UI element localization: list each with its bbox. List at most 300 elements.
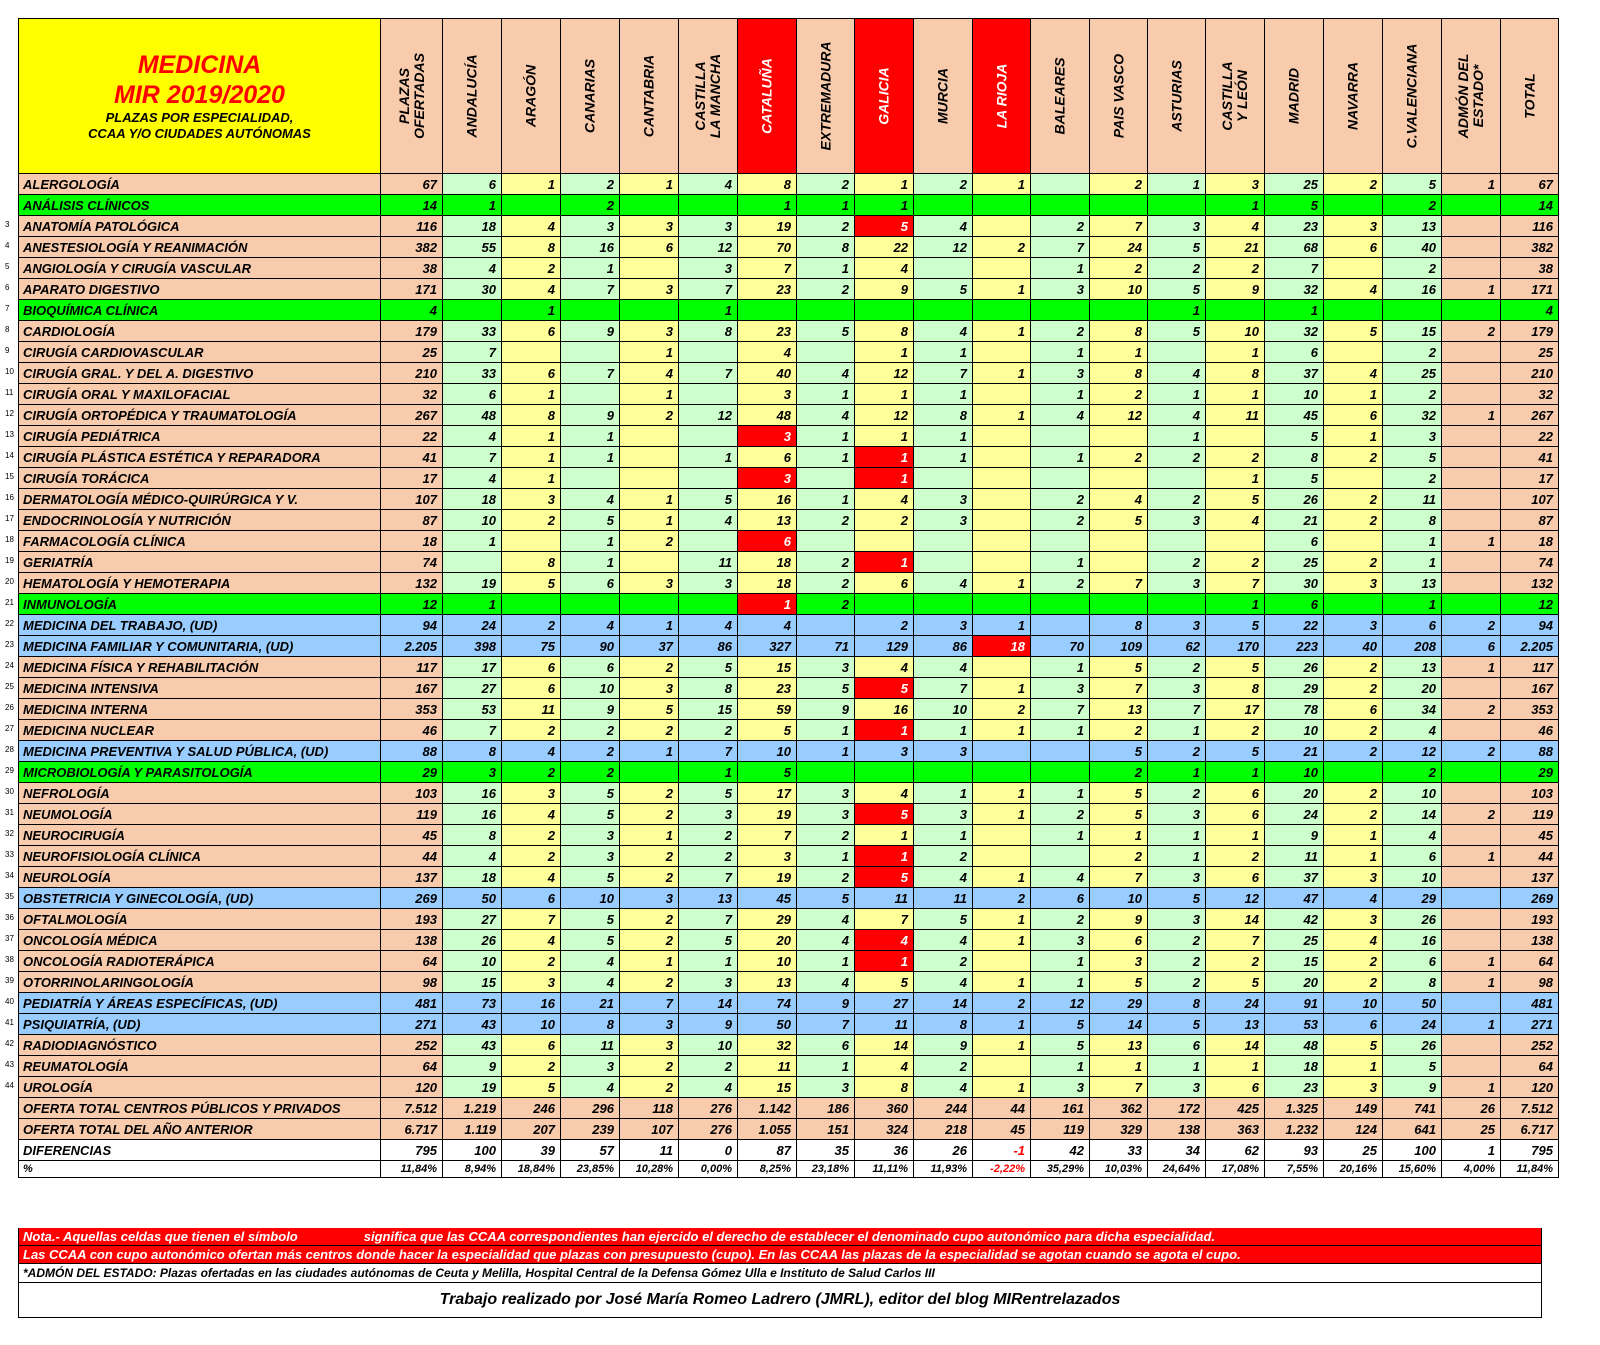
value-cell: 2 — [502, 762, 561, 783]
value-cell: 4 — [1324, 279, 1383, 300]
value-cell: 46 — [381, 720, 443, 741]
value-cell: 2 — [1090, 720, 1148, 741]
value-cell: 5 — [561, 867, 620, 888]
value-cell: 4 — [914, 216, 973, 237]
value-cell: 19 — [738, 867, 797, 888]
value-cell: 2 — [797, 174, 855, 195]
value-cell: 19 — [738, 216, 797, 237]
value-cell: 2 — [502, 846, 561, 867]
value-cell: 7 — [1090, 216, 1148, 237]
value-cell: 14 — [1501, 195, 1559, 216]
value-cell: 4 — [797, 909, 855, 930]
row-number: 13 — [5, 430, 14, 439]
value-cell: 70 — [1031, 636, 1090, 657]
mir-plazas-table — [5, 18, 1559, 1178]
value-cell: 1 — [1148, 1056, 1206, 1077]
value-cell: 3 — [561, 825, 620, 846]
value-cell: 5 — [679, 783, 738, 804]
value-cell: 42 — [1265, 909, 1324, 930]
value-cell: 1 — [1442, 657, 1501, 678]
value-cell: 3 — [502, 783, 561, 804]
value-cell: 2 — [1324, 174, 1383, 195]
row-number: 15 — [5, 472, 14, 481]
value-cell — [1324, 258, 1383, 279]
value-cell: 4 — [797, 405, 855, 426]
specialty-name: NEUMOLOGÍA — [23, 806, 113, 822]
value-cell: 2 — [1206, 720, 1265, 741]
specialty-name: OTORRINOLARINGOLOGÍA — [23, 974, 194, 990]
table-row — [19, 657, 1559, 678]
value-cell: 2 — [1442, 804, 1501, 825]
specialty-name-cell — [5, 930, 381, 951]
specialty-name: CIRUGÍA GRAL. Y DEL A. DIGESTIVO — [23, 365, 254, 381]
value-cell — [1442, 678, 1501, 699]
specialty-name: ANESTESIOLOGÍA Y REANIMACIÓN — [23, 239, 248, 255]
value-cell: 5 — [1148, 237, 1206, 258]
value-cell: 29 — [738, 909, 797, 930]
value-cell: 3 — [1031, 279, 1090, 300]
value-cell: 94 — [381, 615, 443, 636]
specialty-name: CIRUGÍA ORAL Y MAXILOFACIAL — [23, 386, 231, 402]
value-cell: 2.205 — [1501, 636, 1559, 657]
summary-value-cell: 1.219 — [443, 1098, 502, 1119]
value-cell: 10 — [1383, 783, 1442, 804]
column-header-label: CATALUÑA — [758, 58, 775, 134]
column-header — [1442, 19, 1501, 174]
value-cell: 210 — [381, 363, 443, 384]
value-cell: 1 — [561, 447, 620, 468]
value-cell: 14 — [1206, 909, 1265, 930]
value-cell: 6 — [1265, 342, 1324, 363]
value-cell: 1 — [1324, 426, 1383, 447]
value-cell: 7 — [914, 678, 973, 699]
specialty-name-cell — [5, 1077, 381, 1098]
value-cell: 7 — [1090, 1077, 1148, 1098]
specialty-name: PEDIATRÍA Y ÁREAS ESPECÍFICAS, (UD) — [23, 995, 278, 1011]
value-cell: 5 — [679, 657, 738, 678]
value-cell: 3 — [620, 573, 679, 594]
value-cell: 2 — [1324, 510, 1383, 531]
value-cell: 8 — [797, 237, 855, 258]
value-cell — [1324, 762, 1383, 783]
summary-value-cell: 100 — [1383, 1140, 1442, 1161]
specialty-name-cell — [5, 804, 381, 825]
summary-value-cell: 324 — [855, 1119, 914, 1140]
row-number: 42 — [5, 1039, 14, 1048]
value-cell — [1442, 783, 1501, 804]
summary-value-cell: 149 — [1324, 1098, 1383, 1119]
value-cell: 47 — [1265, 888, 1324, 909]
value-cell: 8 — [1090, 615, 1148, 636]
value-cell: 8 — [679, 678, 738, 699]
value-cell: 2 — [1383, 762, 1442, 783]
value-cell: 1 — [855, 426, 914, 447]
column-header-label: CANTABRIA — [640, 54, 657, 138]
value-cell — [620, 258, 679, 279]
value-cell: 3 — [1324, 573, 1383, 594]
value-cell: 5 — [561, 930, 620, 951]
value-cell: 3 — [679, 216, 738, 237]
table-row — [19, 636, 1559, 657]
value-cell: 75 — [502, 636, 561, 657]
value-cell: 15 — [1265, 951, 1324, 972]
value-cell: 4 — [855, 783, 914, 804]
value-cell: 5 — [561, 783, 620, 804]
value-cell: 4 — [1324, 888, 1383, 909]
value-cell: 5 — [1090, 510, 1148, 531]
value-cell: 481 — [1501, 993, 1559, 1014]
value-cell — [1442, 720, 1501, 741]
value-cell — [561, 468, 620, 489]
value-cell: 74 — [1501, 552, 1559, 573]
value-cell: 50 — [738, 1014, 797, 1035]
value-cell: 7 — [797, 1014, 855, 1035]
value-cell: 5 — [561, 909, 620, 930]
title-subtitle-2: CCAA Y/O CIUDADES AUTÓNOMAS — [88, 126, 311, 141]
table-row — [19, 951, 1559, 972]
value-cell: 5 — [1206, 657, 1265, 678]
summary-value-cell: 33 — [1090, 1140, 1148, 1161]
row-number: 10 — [5, 367, 14, 376]
value-cell: 252 — [1501, 1035, 1559, 1056]
value-cell: 1 — [914, 720, 973, 741]
summary-value-cell: 6.717 — [381, 1119, 443, 1140]
column-header-label: CANARIAS — [581, 59, 598, 133]
value-cell: 78 — [1265, 699, 1324, 720]
value-cell: 1 — [973, 1077, 1031, 1098]
value-cell: 86 — [914, 636, 973, 657]
value-cell: 3 — [1324, 867, 1383, 888]
value-cell: 5 — [1324, 321, 1383, 342]
specialty-name-cell — [5, 846, 381, 867]
value-cell: 17 — [443, 657, 502, 678]
summary-value-cell: 276 — [679, 1098, 738, 1119]
value-cell: 1 — [797, 489, 855, 510]
value-cell: 5 — [855, 867, 914, 888]
summary-value-cell: 107 — [620, 1119, 679, 1140]
summary-value-cell: 11,93% — [914, 1161, 973, 1178]
row-number: 4 — [5, 241, 10, 250]
value-cell: 8 — [914, 1014, 973, 1035]
value-cell: 10 — [443, 510, 502, 531]
value-cell: 4 — [738, 615, 797, 636]
value-cell: 53 — [1265, 1014, 1324, 1035]
value-cell: 2 — [1031, 573, 1090, 594]
value-cell: 120 — [381, 1077, 443, 1098]
value-cell: 9 — [561, 699, 620, 720]
specialty-name-cell — [5, 216, 381, 237]
value-cell: 1 — [1090, 825, 1148, 846]
value-cell: 9 — [561, 321, 620, 342]
specialty-name-cell — [5, 258, 381, 279]
value-cell — [679, 426, 738, 447]
value-cell — [1442, 468, 1501, 489]
summary-value-cell: 10,28% — [620, 1161, 679, 1178]
value-cell: 87 — [1501, 510, 1559, 531]
value-cell: 25 — [381, 342, 443, 363]
value-cell: 3 — [561, 216, 620, 237]
table-row — [19, 363, 1559, 384]
value-cell — [1442, 426, 1501, 447]
specialty-name: MEDICINA DEL TRABAJO, (UD) — [23, 617, 218, 633]
value-cell — [620, 300, 679, 321]
value-cell — [973, 216, 1031, 237]
value-cell: 7 — [679, 909, 738, 930]
value-cell: 4 — [738, 342, 797, 363]
value-cell: 13 — [1383, 573, 1442, 594]
value-cell: 4 — [1090, 489, 1148, 510]
value-cell: 5 — [914, 909, 973, 930]
value-cell: 3 — [1148, 678, 1206, 699]
value-cell — [1031, 426, 1090, 447]
value-cell: 1 — [1442, 531, 1501, 552]
value-cell: 19 — [443, 573, 502, 594]
value-cell: 2 — [797, 867, 855, 888]
value-cell — [679, 531, 738, 552]
value-cell: 1 — [855, 825, 914, 846]
value-cell: 25 — [1265, 930, 1324, 951]
value-cell: 8 — [738, 174, 797, 195]
value-cell — [1148, 594, 1206, 615]
specialty-name: CIRUGÍA TORÁCICA — [23, 470, 150, 486]
value-cell: 30 — [1265, 573, 1324, 594]
summary-value-cell: 36 — [855, 1140, 914, 1161]
value-cell: 6 — [502, 1035, 561, 1056]
value-cell — [738, 300, 797, 321]
value-cell — [973, 426, 1031, 447]
value-cell: 64 — [381, 951, 443, 972]
value-cell: 7 — [561, 363, 620, 384]
value-cell: 8 — [855, 321, 914, 342]
value-cell: 1 — [443, 531, 502, 552]
value-cell: 24 — [1265, 804, 1324, 825]
value-cell: 3 — [914, 804, 973, 825]
value-cell: 4 — [855, 657, 914, 678]
specialty-name-cell — [5, 615, 381, 636]
value-cell: 2 — [797, 510, 855, 531]
value-cell: 10 — [738, 951, 797, 972]
value-cell: 1 — [502, 468, 561, 489]
value-cell: 22 — [1501, 426, 1559, 447]
value-cell — [502, 531, 561, 552]
value-cell: 2 — [797, 216, 855, 237]
value-cell: 32 — [1383, 405, 1442, 426]
row-number: 11 — [5, 388, 14, 397]
value-cell: 4 — [1206, 216, 1265, 237]
value-cell: 2 — [679, 846, 738, 867]
value-cell: 1 — [855, 951, 914, 972]
value-cell: 116 — [1501, 216, 1559, 237]
value-cell — [1324, 195, 1383, 216]
column-header — [1265, 19, 1324, 174]
summary-value-cell: 186 — [797, 1098, 855, 1119]
value-cell: 48 — [1265, 1035, 1324, 1056]
value-cell — [1442, 195, 1501, 216]
value-cell: 1 — [502, 447, 561, 468]
value-cell: 14 — [381, 195, 443, 216]
value-cell: 5 — [855, 678, 914, 699]
value-cell: 14 — [914, 993, 973, 1014]
summary-value-cell: 25 — [1324, 1140, 1383, 1161]
value-cell: 10 — [561, 678, 620, 699]
value-cell: 3 — [1148, 216, 1206, 237]
value-cell: 8 — [1148, 993, 1206, 1014]
value-cell: 2 — [973, 237, 1031, 258]
value-cell — [973, 510, 1031, 531]
value-cell: 2 — [1324, 741, 1383, 762]
value-cell: 38 — [1501, 258, 1559, 279]
value-cell: 2 — [1442, 615, 1501, 636]
value-cell: 8 — [502, 237, 561, 258]
value-cell: 1 — [973, 909, 1031, 930]
value-cell — [1442, 342, 1501, 363]
value-cell: 10 — [914, 699, 973, 720]
value-cell: 21 — [561, 993, 620, 1014]
value-cell: 4 — [561, 1077, 620, 1098]
value-cell: 5 — [561, 804, 620, 825]
value-cell: 5 — [855, 972, 914, 993]
value-cell: 1 — [561, 552, 620, 573]
value-cell — [914, 468, 973, 489]
value-cell: 9 — [855, 279, 914, 300]
summary-value-cell: 118 — [620, 1098, 679, 1119]
table-row — [19, 930, 1559, 951]
value-cell: 5 — [620, 699, 679, 720]
value-cell — [1442, 489, 1501, 510]
summary-value-cell: 7.512 — [381, 1098, 443, 1119]
value-cell: 16 — [855, 699, 914, 720]
value-cell: 32 — [1265, 279, 1324, 300]
value-cell — [502, 594, 561, 615]
summary-label: OFERTA TOTAL DEL AÑO ANTERIOR — [19, 1119, 381, 1140]
value-cell: 2 — [502, 1056, 561, 1077]
note-cupo-line-2: Las CCAA con cupo autonómico ofertan más centros donde hacer la especialidad que plazas con presupuesto (cupo). En las CCAA las plazas de la especialidad se agotan cuando se agota el cupo. — [18, 1246, 1542, 1264]
value-cell: 29 — [1090, 993, 1148, 1014]
value-cell: 3 — [797, 783, 855, 804]
value-cell: 2 — [1206, 951, 1265, 972]
value-cell — [1442, 216, 1501, 237]
value-cell: 3 — [1324, 216, 1383, 237]
value-cell: 6 — [502, 888, 561, 909]
value-cell: 8 — [443, 741, 502, 762]
table-row — [19, 279, 1559, 300]
summary-value-cell: 42 — [1031, 1140, 1090, 1161]
value-cell — [1090, 300, 1148, 321]
value-cell: 6 — [502, 657, 561, 678]
row-number: 14 — [5, 451, 14, 460]
value-cell — [973, 552, 1031, 573]
table-row — [19, 489, 1559, 510]
value-cell: 74 — [738, 993, 797, 1014]
value-cell: 90 — [561, 636, 620, 657]
value-cell: 2 — [1148, 657, 1206, 678]
value-cell: 171 — [1501, 279, 1559, 300]
value-cell: 43 — [443, 1035, 502, 1056]
value-cell: 2 — [1090, 846, 1148, 867]
value-cell: 21 — [1206, 237, 1265, 258]
summary-value-cell: 362 — [1090, 1098, 1148, 1119]
value-cell: 8 — [1383, 972, 1442, 993]
value-cell: 2 — [502, 510, 561, 531]
summary-value-cell: 6.717 — [1501, 1119, 1559, 1140]
value-cell: 269 — [1501, 888, 1559, 909]
value-cell: 269 — [381, 888, 443, 909]
value-cell: 3 — [502, 972, 561, 993]
value-cell: 4 — [561, 489, 620, 510]
value-cell: 67 — [381, 174, 443, 195]
value-cell: 5 — [1206, 741, 1265, 762]
row-number: 37 — [5, 934, 14, 943]
value-cell: 4 — [855, 930, 914, 951]
value-cell: 2 — [1148, 972, 1206, 993]
value-cell: 7 — [1148, 699, 1206, 720]
value-cell: 2 — [1090, 447, 1148, 468]
value-cell: 1 — [1324, 825, 1383, 846]
table-row — [19, 993, 1559, 1014]
value-cell: 18 — [1501, 531, 1559, 552]
value-cell: 5 — [679, 930, 738, 951]
value-cell: 4 — [502, 867, 561, 888]
value-cell: 12 — [1206, 888, 1265, 909]
value-cell: 1 — [797, 741, 855, 762]
value-cell: 5 — [1265, 468, 1324, 489]
value-cell: 40 — [1383, 237, 1442, 258]
value-cell: 10 — [1206, 321, 1265, 342]
value-cell: 3 — [1148, 909, 1206, 930]
value-cell: 1 — [1148, 720, 1206, 741]
value-cell — [797, 615, 855, 636]
specialty-name: ONCOLOGÍA RADIOTERÁPICA — [23, 953, 215, 969]
value-cell: 103 — [1501, 783, 1559, 804]
value-cell: 3 — [1148, 867, 1206, 888]
value-cell: 15 — [1383, 321, 1442, 342]
value-cell: 45 — [738, 888, 797, 909]
summary-value-cell: 11,84% — [381, 1161, 443, 1178]
summary-value-cell: 641 — [1383, 1119, 1442, 1140]
specialty-name: RADIODIAGNÓSTICO — [23, 1037, 157, 1053]
value-cell: 1 — [502, 174, 561, 195]
value-cell: 1 — [973, 720, 1031, 741]
header-row — [19, 19, 1559, 174]
value-cell: 8 — [502, 552, 561, 573]
specialty-name: MICROBIOLOGÍA Y PARASITOLOGÍA — [23, 764, 253, 780]
summary-value-cell: 39 — [502, 1140, 561, 1161]
value-cell: 3 — [620, 1014, 679, 1035]
value-cell — [914, 552, 973, 573]
value-cell: 2 — [973, 993, 1031, 1014]
row-number: 23 — [5, 640, 14, 649]
row-number: 33 — [5, 850, 14, 859]
value-cell: 11 — [855, 888, 914, 909]
summary-value-cell: 741 — [1383, 1098, 1442, 1119]
value-cell — [1324, 468, 1383, 489]
value-cell: 6 — [1383, 951, 1442, 972]
value-cell: 5 — [561, 510, 620, 531]
value-cell: 3 — [738, 846, 797, 867]
specialty-name-cell — [5, 909, 381, 930]
value-cell: 4 — [1324, 930, 1383, 951]
value-cell: 18 — [443, 216, 502, 237]
value-cell: 7 — [914, 363, 973, 384]
value-cell: 4 — [914, 930, 973, 951]
value-cell: 11 — [914, 888, 973, 909]
value-cell: 1 — [1031, 384, 1090, 405]
specialty-name: OFTALMOLOGÍA — [23, 911, 128, 927]
value-cell: 3 — [738, 384, 797, 405]
table-row — [19, 405, 1559, 426]
value-cell: 1 — [1206, 468, 1265, 489]
value-cell: 1 — [855, 447, 914, 468]
